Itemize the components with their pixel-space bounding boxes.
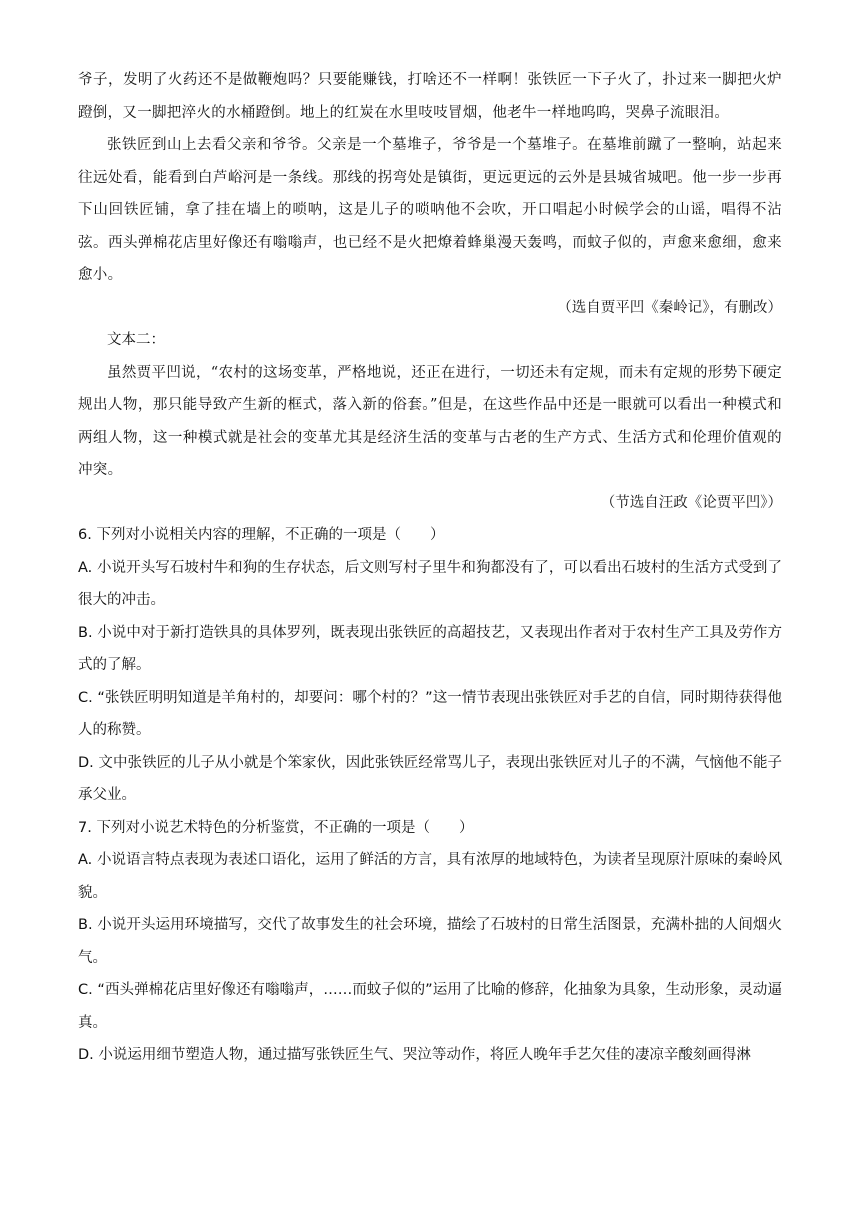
text1-source: （选自贾平凹《秦岭记》，有删改）: [557, 299, 782, 316]
question-6-stem: 6. 下列对小说相关内容的理解，不正确的一项是（ ）: [78, 527, 445, 543]
question-7-option-b: B. 小说开头运用环境描写，交代了故事发生的社会环境，描绘了石坡村的日常生活图景，充满朴拙的人间烟火气。: [78, 917, 782, 966]
question-7-option-c: C. “西头弹棉花店里好像还有嗡嗡声，……而蚊子似的”运用了比喻的修辞，化抽象为具象，生动形象，灵动逼真。: [78, 982, 782, 1031]
question-6-option-d: D. 文中张铁匠的儿子从小就是个笨家伙，因此张铁匠经常骂儿子，表现出张铁匠对儿子的不满，气恼他不能子承父业。: [78, 754, 782, 803]
text2-paragraph: 虽然贾平凹说，“农村的这场变革，严格地说，还正在进行，一切还未有定规，而未有定规的形势下硬定规出人物，那只能导致产生新的框式，落入新的俗套。”但是，在这些作品中还是一眼就可以看出一种模式和两组人物，这一种模式就是社会的变革尤其是经济生活的变革与古老的生产方式、生活方式和伦理价值观的冲突。: [78, 364, 782, 478]
question-6-option-c: C. “张铁匠明明知道是羊角村的，却要问：哪个村的？”这一情节表现出张铁匠对手艺的自信，同时期待获得他人的称赞。: [78, 689, 782, 738]
document-page: [78, 64, 782, 1072]
text1-paragraph-2: 张铁匠到山上去看父亲和爷爷。父亲是一个墓堆子，爷爷是一个墓堆子。在墓堆前蹴了一整晌，站起来往远处看，能看到白芦峪河是一条线。那线的拐弯处是镇街，更远更远的云外是县城省城吧。他一步一步再下山回铁匠铺，拿了挂在墙上的唢呐，这是儿子的唢呐他不会吹，开口唱起小时候学会的山谣，唱得不沾弦。西头弹棉花店里好像还有嗡嗡声，也已经不是火把燎着蜂巢漫天轰鸣，而蚊子似的，声愈来愈细，愈来愈小。: [78, 137, 782, 283]
question-7-stem: 7. 下列对小说艺术特色的分析鉴赏，不正确的一项是（ ）: [78, 819, 474, 836]
text2-label: 文本二：: [107, 332, 165, 348]
text1-paragraph-continued: 爷子，发明了火药还不是做鞭炮吗？只要能赚钱，打啥还不一样啊！张铁匠一下子火了，扑过来一脚把火炉蹬倒，又一脚把淬火的水桶蹬倒。地上的红炭在水里吱吱冒烟，他老牛一样地呜呜，哭鼻子流眼泪。: [78, 72, 782, 121]
question-6-option-b: B. 小说中对于新打造铁具的具体罗列，既表现出张铁匠的高超技艺，又表现出作者对于农村生产工具及劳作方式的了解。: [78, 624, 782, 673]
text2-source: （节选自汪政《论贾平凹》）: [600, 494, 782, 511]
question-6-option-a: A. 小说开头写石坡村牛和狗的生存状态，后文则写村子里牛和狗都没有了，可以看出石坡村的生活方式受到了很大的冲击。: [78, 559, 782, 608]
question-7-option-a: A. 小说语言特点表现为表述口语化，运用了鲜活的方言，具有浓厚的地域特色，为读者呈现原汁原味的秦岭风貌。: [78, 852, 782, 901]
question-7-option-d: D. 小说运用细节塑造人物，通过描写张铁匠生气、哭泣等动作，将匠人晚年手艺欠佳的凄凉辛酸刻画得淋: [78, 1047, 751, 1063]
